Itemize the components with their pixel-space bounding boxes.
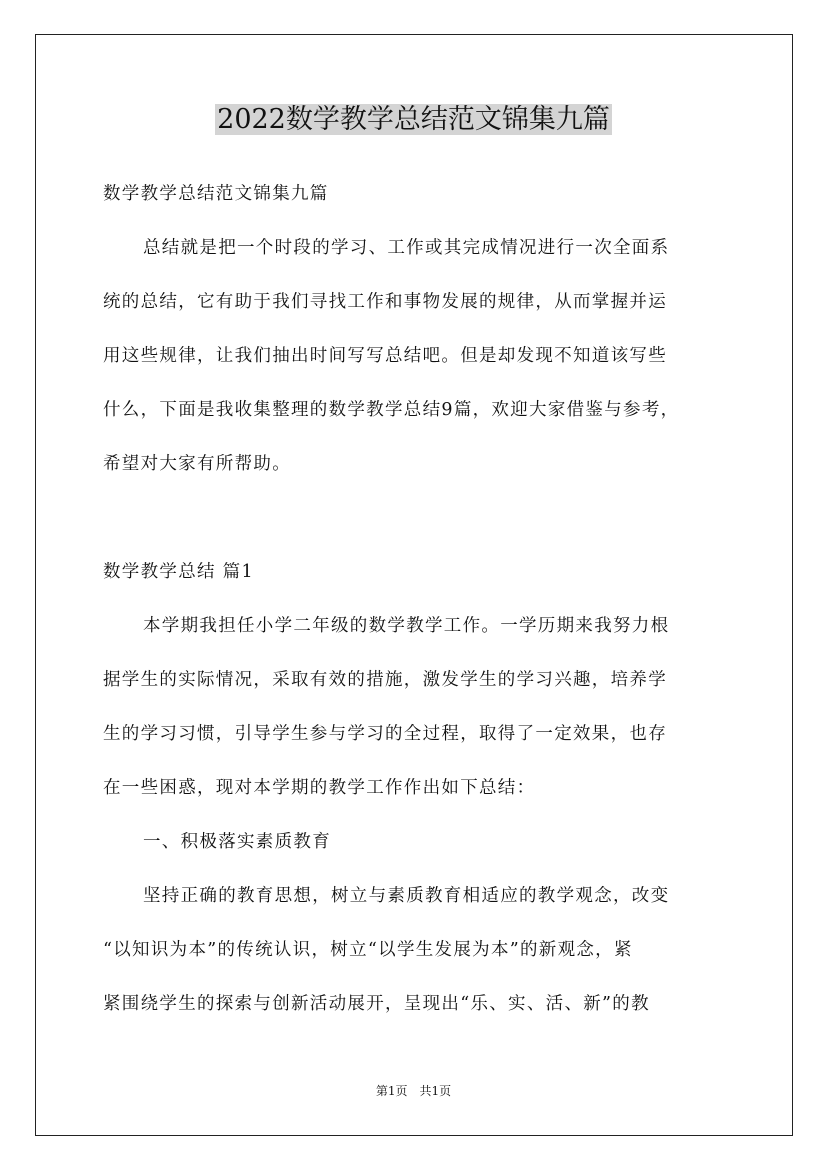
intro-line: 什么，下面是我收集整理的数学教学总结9篇，欢迎大家借鉴与参考，	[103, 400, 680, 420]
page-footer: 第1页 共1页	[375, 1084, 452, 1098]
section-line: 本学期我担任小学二年级的数学教学工作。一学历期来我努力根	[143, 616, 670, 636]
section-heading: 数学教学总结 篇1	[103, 562, 254, 582]
sub-line: 紧围绕学生的探索与创新活动展开，呈现出“乐、实、活、新”的教	[103, 994, 650, 1014]
section-line: 生的学习习惯，引导学生参与学习的全过程，取得了一定效果，也存	[103, 724, 667, 744]
intro-line: 用这些规律，让我们抽出时间写写总结吧。但是却发现不知道该写些	[103, 346, 667, 366]
intro-line: 统的总结，它有助于我们寻找工作和事物发展的规律，从而掌握并运	[103, 292, 667, 312]
sub-line: 坚持正确的教育思想，树立与素质教育相适应的教学观念，改变	[143, 886, 670, 906]
section-line: 据学生的实际情况，采取有效的措施，激发学生的学习兴趣，培养学	[103, 670, 667, 690]
section-line: 在一些困惑，现对本学期的教学工作作出如下总结：	[103, 778, 536, 798]
intro-line: 总结就是把一个时段的学习、工作或其完成情况进行一次全面系	[143, 238, 670, 258]
document-subtitle: 数学教学总结范文锦集九篇	[103, 184, 329, 204]
document-title-text: 2022数学教学总结范文锦集九篇	[217, 104, 610, 135]
document-title	[0, 100, 827, 140]
sub-line: “以知识为本”的传统认识，树立“以学生发展为本”的新观念，紧	[103, 940, 633, 960]
intro-line: 希望对大家有所帮助。	[103, 454, 291, 474]
sub-heading: 一、积极落实素质教育	[143, 832, 331, 852]
